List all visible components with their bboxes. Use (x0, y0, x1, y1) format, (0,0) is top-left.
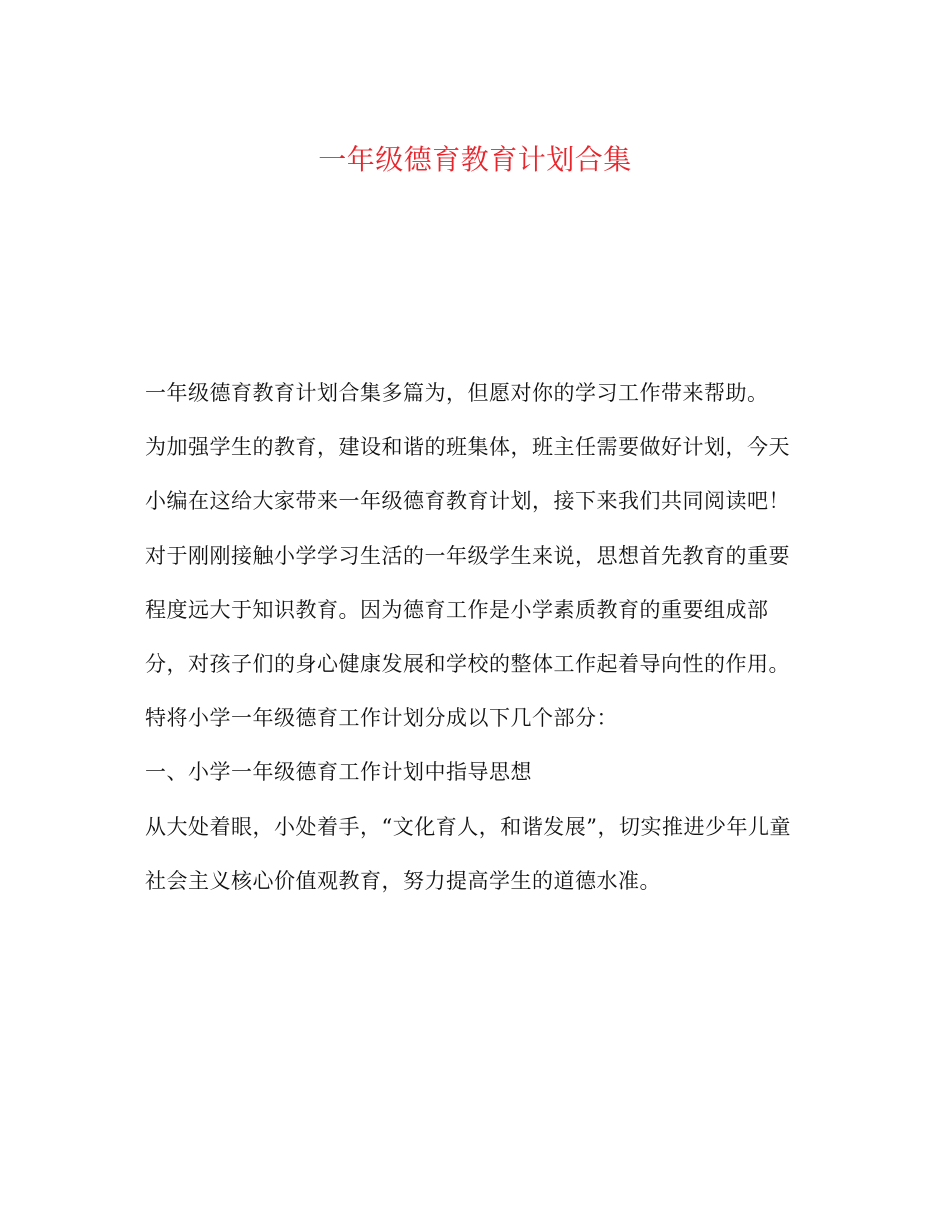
body-line: 社会主义核心价值观教育，努力提高学生的道德水准。 (145, 868, 661, 893)
body-line: 小编在这给大家带来一年级德育教育计划，接下来我们共同阅读吧！ (145, 489, 790, 514)
body-line: 特将小学一年级德育工作计划分成以下几个部分： (145, 706, 618, 731)
body-line: 对于刚刚接触小学学习生活的一年级学生来说，思想首先教育的重要 (145, 543, 790, 568)
body-line: 一年级德育教育计划合集多篇为，但愿对你的学习工作带来帮助。 (145, 381, 769, 405)
body-line: 程度远大于知识教育。因为德育工作是小学素质教育的重要组成部 (145, 597, 769, 622)
section-heading: 一、小学一年级德育工作计划中指导思想 (145, 760, 532, 785)
body-line: 为加强学生的教育，建设和谐的班集体，班主任需要做好计划，今天 (145, 435, 790, 460)
body-line: 分，对孩子们的身心健康发展和学校的整体工作起着导向性的作用。 (145, 651, 790, 676)
body-line: 从大处着眼，小处着手，“文化育人，和谐发展”，切实推进少年儿童 (145, 814, 791, 839)
document-title: 一年级德育教育计划合集 (318, 143, 632, 176)
document-body (145, 366, 825, 908)
